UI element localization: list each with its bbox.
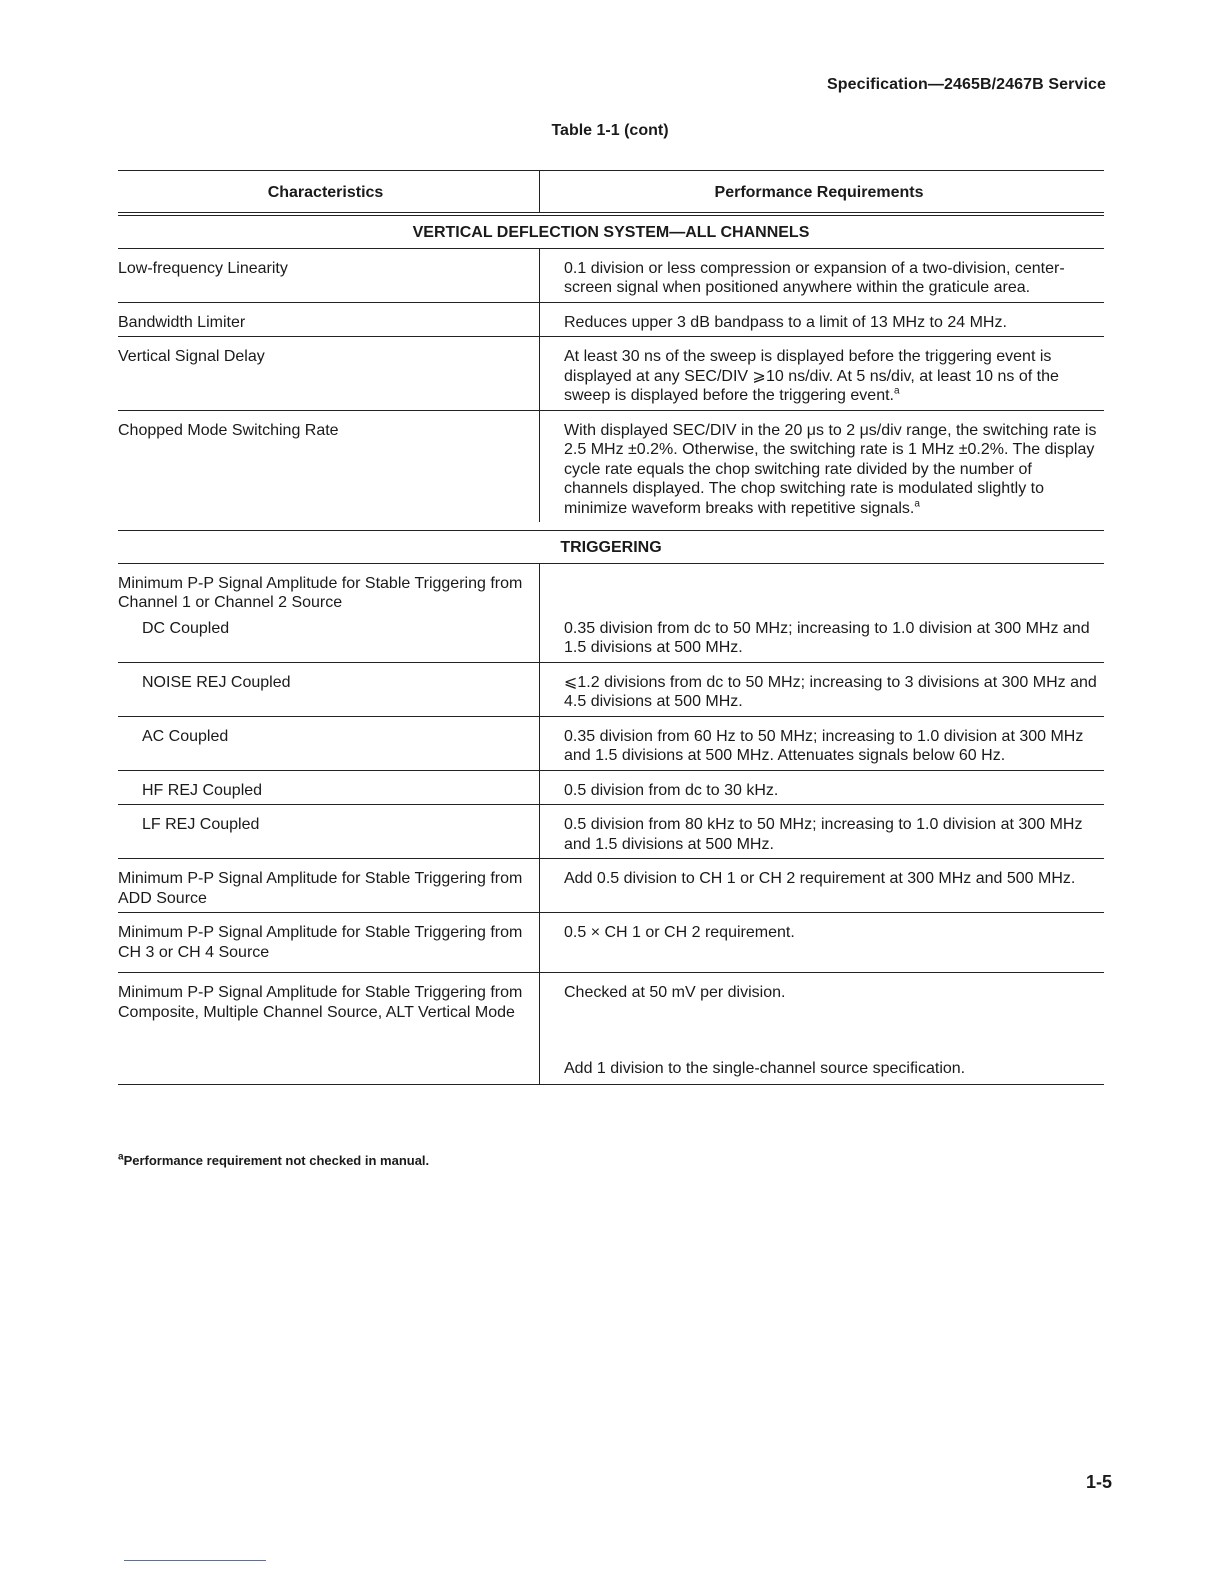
- table-row: [118, 973, 1104, 1085]
- table-row: [118, 615, 1104, 663]
- table-row: [118, 337, 1104, 411]
- empty-requirement-cell: [540, 564, 1104, 615]
- characteristic-cell: LF REJ Coupled: [118, 805, 540, 858]
- characteristic-cell: NOISE REJ Coupled: [118, 663, 540, 716]
- footnote-marker: a: [118, 1151, 124, 1163]
- requirement-cell: [540, 337, 1104, 410]
- column-header-performance: Performance Requirements: [714, 184, 924, 201]
- group-label-cell: Minimum P-P Signal Amplitude for Stable Triggering from Channel 1 or Channel 2 Source: [118, 564, 540, 615]
- table-header: [118, 171, 1104, 213]
- requirement-cell: 0.35 division from dc to 50 MHz; increasing to 1.0 division at 300 MHz and 1.5 divisions at 500 MHz.: [564, 619, 1090, 656]
- characteristic-cell: Low-frequency Linearity: [118, 249, 540, 302]
- section-heading-triggering: TRIGGERING: [118, 531, 1104, 564]
- table-row: [118, 303, 1104, 338]
- footnote-marker: a: [893, 385, 900, 397]
- table-row: [118, 717, 1104, 771]
- requirement-cell: Add 0.5 division to CH 1 or CH 2 requirement at 300 MHz and 500 MHz.: [564, 870, 1076, 887]
- characteristic-cell: Vertical Signal Delay: [118, 337, 540, 410]
- spec-table: [118, 170, 1104, 1085]
- table-row: [118, 249, 1104, 303]
- table-row: [118, 663, 1104, 717]
- table-row-group-label: [118, 564, 1104, 615]
- requirement-text: At least 30 ns of the sweep is displayed before the triggering event is displayed at any SEC/DIV ⩾10 ns/div. At 5 ns/div, at least 10 ns of the sweep is displayed before the triggering event.: [564, 348, 1059, 404]
- characteristic-cell: Chopped Mode Switching Rate: [118, 411, 540, 523]
- characteristic-cell: AC Coupled: [118, 717, 540, 770]
- footnote-text: Performance requirement not checked in manual.: [123, 1153, 430, 1168]
- requirement-cell: 0.5 division from dc to 30 kHz.: [564, 781, 779, 799]
- characteristic-cell: Minimum P-P Signal Amplitude for Stable Triggering from ADD Source: [118, 859, 540, 912]
- spacer: [564, 1003, 1098, 1059]
- footnote-marker: a: [914, 498, 920, 510]
- characteristic-cell: HF REJ Coupled: [118, 771, 540, 805]
- requirement-cell: Reduces upper 3 dB bandpass to a limit of 13 MHz to 24 MHz.: [564, 313, 1007, 331]
- table-row: [118, 805, 1104, 859]
- requirement-cell: 0.5 division from 80 kHz to 50 MHz; increasing to 1.0 division at 300 MHz and 1.5 divisions at 500 MHz.: [564, 816, 1083, 853]
- requirement-cell: [540, 411, 1104, 523]
- requirement-text: Add 1 division to the single-channel source specification.: [564, 1059, 966, 1077]
- requirement-text: With displayed SEC/DIV in the 20 μs to 2 μs/div range, the switching rate is 2.5 MHz ±0.2%. Otherwise, the switching rate is 1 MHz ±0.2%. The display cycle rate equals the chop switching rate divided by the number of channels displayed. The chop switching rate is modulated slightly to minimize waveform breaks with repetitive signals.: [564, 421, 1097, 517]
- characteristic-cell: DC Coupled: [118, 615, 540, 662]
- requirement-cell: 0.35 division from 60 Hz to 50 MHz; increasing to 1.0 division at 300 MHz and 1.5 divisions at 500 MHz. Attenuates signals below 60 Hz.: [564, 727, 1084, 764]
- requirement-cell: [540, 973, 1104, 1084]
- running-head: Specification—2465B/2467B Service: [826, 76, 1106, 93]
- requirement-cell: ⩽1.2 divisions from dc to 50 MHz; increasing to 3 divisions at 300 MHz and 4.5 divisions at 500 MHz.: [564, 673, 1097, 710]
- table-row: [118, 913, 1104, 973]
- characteristic-cell: Bandwidth Limiter: [118, 303, 540, 337]
- table-title: Table 1-1 (cont): [551, 122, 669, 139]
- requirement-text: Checked at 50 mV per division.: [564, 984, 786, 1001]
- requirement-cell: 0.1 division or less compression or expansion of a two-division, center-screen signal when positioned anywhere within the graticule area.: [564, 259, 1065, 296]
- requirement-cell: 0.5 × CH 1 or CH 2 requirement.: [564, 924, 795, 941]
- table-row: [118, 859, 1104, 913]
- characteristic-cell: Minimum P-P Signal Amplitude for Stable Triggering from CH 3 or CH 4 Source: [118, 913, 540, 972]
- section-heading-vertical: VERTICAL DEFLECTION SYSTEM—ALL CHANNELS: [118, 216, 1104, 249]
- footnote: [118, 1153, 429, 1168]
- page-number: 1-5: [1085, 1472, 1112, 1492]
- table-row: [118, 771, 1104, 806]
- column-header-characteristics: Characteristics: [118, 171, 540, 212]
- characteristic-cell: Minimum P-P Signal Amplitude for Stable Triggering from Composite, Multiple Channel Source, ALT Vertical Mode: [118, 973, 540, 1084]
- table-row: [118, 411, 1104, 532]
- bottom-rule: [124, 1560, 266, 1561]
